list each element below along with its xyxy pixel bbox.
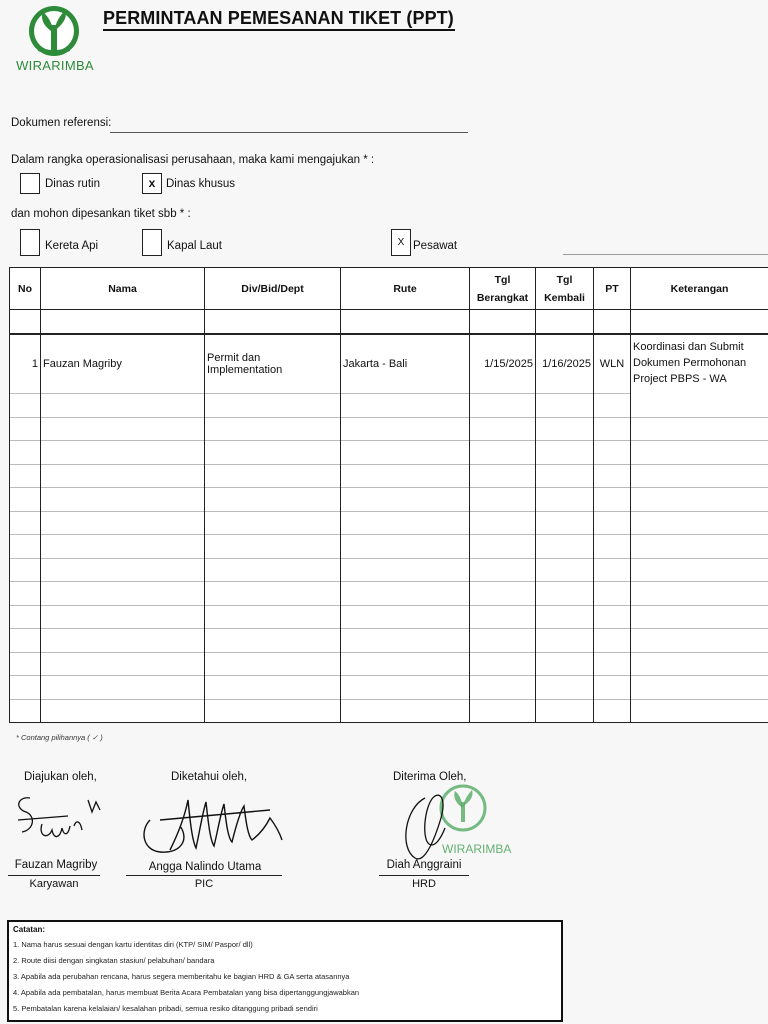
notes-box: [7, 920, 563, 1022]
cell-keterangan: Koordinasi dan Submit Dokumen Permohonan Project PBPS - WA: [631, 334, 768, 418]
cell-nama: Fauzan Magriby: [41, 334, 205, 394]
footnote: * Contang pilihannya ( ✓ ): [16, 733, 103, 742]
acknowledged-heading: Diketahui oleh,: [171, 771, 248, 783]
signature-angga: [130, 790, 290, 865]
header-rute: Rute: [341, 268, 470, 310]
submitted-line: [8, 875, 100, 876]
label-pesawat: Pesawat: [413, 240, 458, 252]
header-no: No: [10, 268, 41, 310]
table-row: [10, 441, 768, 465]
note-item: 1. Nama harus sesuai dengan kartu identitas diri (KTP/ SIM/ Paspor/ dll): [13, 940, 253, 949]
ticket-prompt: dan mohon dipesankan tiket sbb * :: [11, 208, 191, 220]
cell-tgl-kembali: 1/16/2025: [536, 334, 594, 394]
checkbox-kereta-api[interactable]: [20, 229, 40, 256]
cell-div: Permit dan Implementation: [205, 334, 341, 394]
received-name: Diah Anggraini: [386, 859, 462, 871]
table-row: [10, 535, 768, 559]
cell-pt: WLN: [594, 334, 631, 394]
note-item: 3. Apabila ada perubahan rencana, harus segera memberitahu ke bagian HRD & GA serta atasannya: [13, 972, 350, 981]
cell-rute: Jakarta - Bali: [341, 334, 470, 394]
divider-line: [563, 254, 768, 255]
submitted-role: Karyawan: [29, 878, 79, 890]
ticket-table: [9, 267, 768, 723]
title-underline: [103, 29, 455, 31]
doc-ref-label: Dokumen referensi:: [11, 117, 112, 129]
table-row: [10, 464, 768, 488]
table-row: [10, 605, 768, 629]
table-row: [10, 310, 768, 334]
table-row: [10, 417, 768, 441]
label-dinas-khusus: Dinas khusus: [166, 178, 236, 190]
received-line: [379, 875, 469, 876]
cell-tgl-berangkat: 1/15/2025: [470, 334, 536, 394]
acknowledged-role: PIC: [194, 878, 214, 890]
acknowledged-line: [126, 875, 282, 876]
document-title: PERMINTAAN PEMESANAN TIKET (PPT): [103, 8, 454, 28]
header-pt: PT: [594, 268, 631, 310]
doc-ref-field[interactable]: [110, 132, 468, 133]
submitted-heading: Diajukan oleh,: [24, 771, 97, 783]
intro-text: Dalam rangka operasionalisasi perusahaan, maka kami mengajukan * :: [11, 154, 375, 166]
stamp-text: WIRARIMBA: [442, 842, 512, 856]
checkbox-kapal-laut[interactable]: [142, 229, 162, 256]
table-row: [10, 334, 768, 394]
submitted-name: Fauzan Magriby: [14, 859, 98, 871]
label-dinas-rutin: Dinas rutin: [45, 178, 100, 190]
note-item: 5. Pembatalan karena kelalaian/ kesalahan pribadi, semua resiko ditanggung pribadi sendiri: [13, 1004, 318, 1013]
note-item: 4. Apabila ada pembatalan, harus membuat Berita Acara Pembatalan yang bisa dipertanggungjawabkan: [13, 988, 360, 997]
label-kereta-api: Kereta Api: [45, 240, 99, 252]
received-role: HRD: [412, 878, 436, 890]
received-heading: Diterima Oleh,: [393, 771, 467, 783]
table-row: [10, 699, 768, 723]
notes-title: Catatan:: [13, 925, 46, 934]
table-row: [10, 511, 768, 535]
table-row: [10, 676, 768, 700]
header-nama: Nama: [41, 268, 205, 310]
header-keterangan: Keterangan: [631, 268, 768, 310]
note-item: 2. Route diisi dengan singkatan stasiun/ pelabuhan/ bandara: [13, 956, 215, 965]
signature-fauzan: [8, 790, 108, 860]
checkbox-dinas-rutin[interactable]: [20, 173, 40, 194]
label-kapal-laut: Kapal Laut: [167, 240, 222, 252]
table-row: [10, 629, 768, 653]
checkbox-dinas-khusus[interactable]: x: [142, 173, 162, 194]
acknowledged-name: Angga Nalindo Utama: [148, 861, 262, 873]
checkbox-pesawat[interactable]: X: [391, 229, 411, 256]
table-row: [10, 558, 768, 582]
table-row: [10, 652, 768, 676]
logo-wordmark: WIRARIMBA: [16, 58, 94, 73]
header-tgl-kembali: Tgl Kembali: [536, 268, 594, 310]
table-row: [10, 488, 768, 512]
cell-no: 1: [10, 334, 41, 394]
header-div: Div/Bid/Dept: [205, 268, 341, 310]
table-row: [10, 582, 768, 606]
header-tgl-berangkat: Tgl Berangkat: [470, 268, 536, 310]
